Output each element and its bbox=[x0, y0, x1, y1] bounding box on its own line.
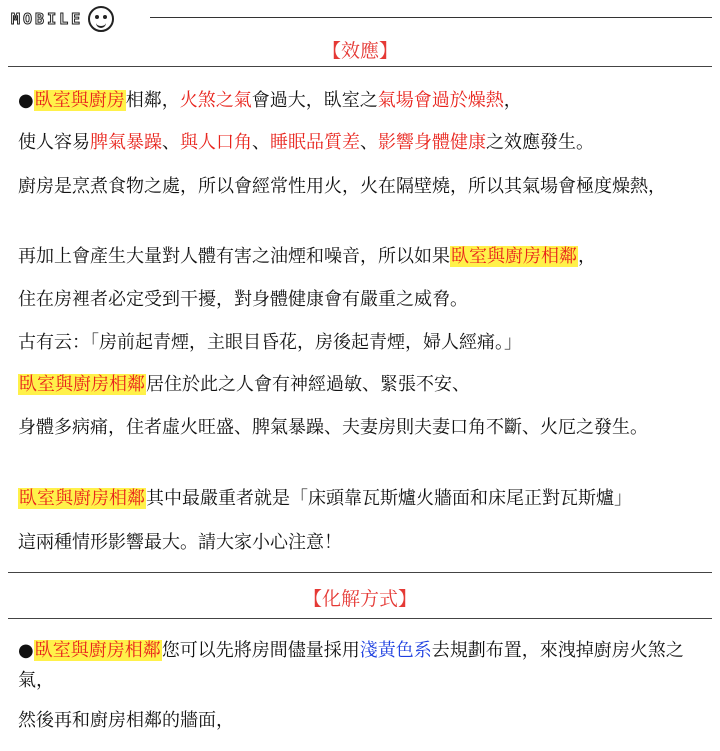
mobile01-logo[interactable] bbox=[8, 4, 114, 34]
section-title-resolve: 【化解方式】 bbox=[302, 588, 417, 610]
section-divider bbox=[8, 618, 712, 619]
paragraph-10: 這兩種情形影響最大。請大家小心注意！ bbox=[18, 532, 342, 553]
text: 、 bbox=[252, 132, 270, 153]
paragraph-4 bbox=[18, 242, 708, 272]
text: 再加上會產生大量對人體有害之油煙和噪音，所以如果 bbox=[18, 246, 450, 267]
red-text: 與人口角 bbox=[180, 132, 252, 153]
red-text: 氣場會過於燥熱 bbox=[377, 90, 504, 111]
text: 居住於此之人會有神經過敏、緊張不安、 bbox=[146, 374, 470, 395]
text: 您可以先將房間儘量採用 bbox=[161, 640, 360, 661]
text: 去規劃布置，來洩掉廚房火煞之氣， bbox=[18, 640, 684, 691]
highlight-text: 臥室與廚房相鄰 bbox=[451, 246, 577, 267]
text: ， bbox=[503, 90, 522, 111]
text: 會過大，臥室之 bbox=[251, 90, 378, 111]
paragraph-9 bbox=[18, 484, 708, 514]
red-text: 火煞之氣 bbox=[179, 90, 252, 111]
text: 之效應發生。 bbox=[486, 132, 594, 153]
red-text: 影響身體健康 bbox=[378, 132, 486, 153]
text: 使人容易 bbox=[18, 132, 90, 153]
red-text: 睡眠品質差 bbox=[270, 132, 360, 153]
bullet-icon: ● bbox=[18, 640, 34, 661]
text: 、 bbox=[162, 132, 180, 153]
paragraph-8: 身體多病痛，住者虛火旺盛、脾氣暴躁、夫妻房則夫妻口角不斷、火厄之發生。 bbox=[18, 417, 648, 438]
paragraph-12: 然後再和廚房相鄰的牆面， bbox=[18, 710, 234, 731]
highlight-text: 臥室與廚房 bbox=[34, 90, 125, 111]
section-divider bbox=[8, 66, 712, 67]
paragraph-2 bbox=[18, 128, 708, 158]
highlight-text: 臥室與廚房相鄰 bbox=[19, 488, 145, 509]
text: 相鄰， bbox=[125, 90, 180, 111]
paragraph-5: 住在房裡者必定受到干擾，對身體健康會有嚴重之威脅。 bbox=[18, 289, 468, 310]
text: 、 bbox=[360, 132, 378, 153]
paragraph-3: 廚房是烹煮食物之處，所以會經常性用火，火在隔壁燒，所以其氣場會極度燥熱， bbox=[18, 176, 666, 197]
paragraph-6: 古有云：「房前起青煙，主眼目昏花，房後起青煙，婦人經痛。」 bbox=[18, 332, 522, 353]
bullet-icon: ● bbox=[18, 90, 34, 111]
logo-face-icon bbox=[88, 6, 114, 32]
paragraph-7 bbox=[18, 370, 708, 400]
section-title-effect: 【效應】 bbox=[321, 40, 398, 62]
paragraph-1 bbox=[18, 86, 708, 116]
red-text: 脾氣暴躁 bbox=[90, 132, 162, 153]
section-divider bbox=[8, 572, 712, 573]
logo-text: MOBILE bbox=[11, 10, 84, 28]
text: ， bbox=[578, 246, 596, 267]
highlight-text: 臥室與廚房相鄰 bbox=[19, 374, 145, 395]
header-divider bbox=[150, 17, 712, 18]
paragraph-11 bbox=[18, 636, 708, 696]
text: 其中最嚴重者就是「床頭靠瓦斯爐火牆面和床尾正對瓦斯爐」 bbox=[146, 488, 632, 509]
blue-text: 淺黃色系 bbox=[359, 640, 432, 661]
highlight-text: 臥室與廚房相鄰 bbox=[34, 640, 161, 661]
